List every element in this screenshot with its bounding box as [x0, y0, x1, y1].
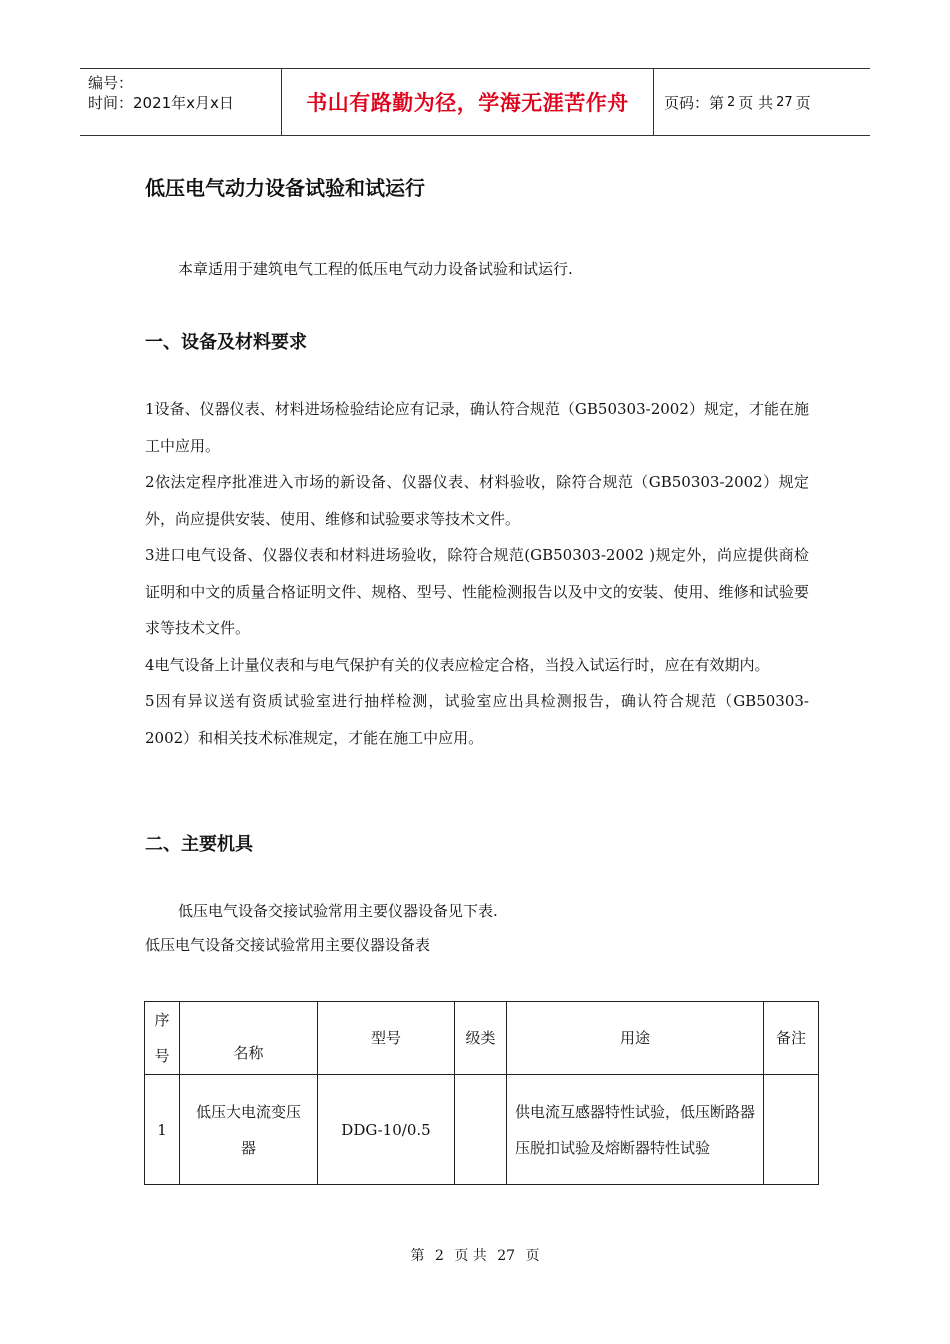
header-seq-line2: 号 [154, 1047, 170, 1065]
cell-grade [455, 1075, 507, 1185]
table-header-row [145, 1002, 819, 1075]
header-name [180, 1002, 318, 1075]
page-header [80, 68, 870, 136]
header-model: 型号 [318, 1002, 455, 1075]
document-title: 低压电气动力设备试验和试运行 [145, 176, 425, 200]
header-seq-line1: 序 [154, 1011, 170, 1029]
table-caption: 低压电气设备交接试验常用主要仪器设备表 [145, 936, 431, 954]
requirement-item: 4电气设备上计量仪表和与电气保护有关的仪表应检定合格，当投入试运行时，应在有效期内。 [145, 655, 770, 674]
header-grade: 级类 [455, 1002, 507, 1075]
header-page-total: 27 [776, 94, 793, 110]
requirement-item: 2依法定程序批准进入市场的新设备、仪器仪表、材料验收，除符合规范（GB50303-2002）规定外，尚应提供安装、使用、维修和试验要求等技术文件。 [145, 473, 809, 528]
cell-seq: 1 [145, 1075, 180, 1185]
equipment-table [144, 1001, 819, 1185]
requirement-item: 3进口电气设备、仪器仪表和材料进场验收，除符合规范(GB50303-2002 )规定外，尚应提供商检证明和中文的质量合格证明文件、规格、型号、性能检测报告以及中文的安装、使用、维修和试验要求等技术文件。 [145, 546, 809, 637]
cell-use: 供电流互感器特性试验，低压断路器压脱扣试验及熔断器特性试验 [507, 1075, 764, 1185]
header-note: 备注 [764, 1002, 819, 1075]
cell-note [764, 1075, 819, 1185]
header-page-info [654, 69, 870, 135]
section2-paragraph: 低压电气设备交接试验常用主要仪器设备见下表. [178, 902, 498, 920]
header-page-mid: 页 共 [738, 93, 774, 112]
footer-current: 2 [434, 1248, 444, 1264]
footer-mid: 页 共 [454, 1248, 487, 1264]
section1-heading: 一、设备及材料要求 [145, 332, 307, 353]
cell-name: 低压大电流变压器 [180, 1075, 318, 1185]
footer-prefix: 第 [410, 1248, 425, 1264]
header-page-suffix: 页 [795, 93, 811, 112]
header-page-prefix: 页码：第 [664, 93, 725, 112]
header-number-label: 编号： [88, 74, 134, 92]
header-seq [145, 1002, 180, 1075]
header-motto: 书山有路勤为径，学海无涯苦作舟 [282, 69, 654, 135]
table-row [145, 1075, 819, 1185]
intro-paragraph: 本章适用于建筑电气工程的低压电气动力设备试验和试运行. [178, 260, 573, 278]
footer-total: 27 [497, 1248, 516, 1264]
requirements-list [145, 391, 809, 756]
requirement-item: 1设备、仪器仪表、材料进场检验结论应有记录，确认符合规范（GB50303-2002）规定，才能在施工中应用。 [145, 400, 809, 455]
requirement-item: 5因有异议送有资质试验室进行抽样检测，试验室应出具检测报告，确认符合规范（GB50303-2002）和相关技术标准规定，才能在施工中应用。 [145, 692, 809, 747]
header-time-label: 时间：2021年x月x日 [88, 94, 234, 112]
header-meta [80, 69, 282, 135]
section2-heading: 二、主要机具 [145, 834, 253, 855]
header-page-current: 2 [727, 94, 736, 110]
cell-model: DDG-10/0.5 [318, 1075, 455, 1185]
header-use: 用途 [507, 1002, 764, 1075]
footer-suffix: 页 [525, 1248, 540, 1264]
page-footer [0, 1245, 950, 1265]
header-name-label: 名称 [233, 1044, 264, 1062]
